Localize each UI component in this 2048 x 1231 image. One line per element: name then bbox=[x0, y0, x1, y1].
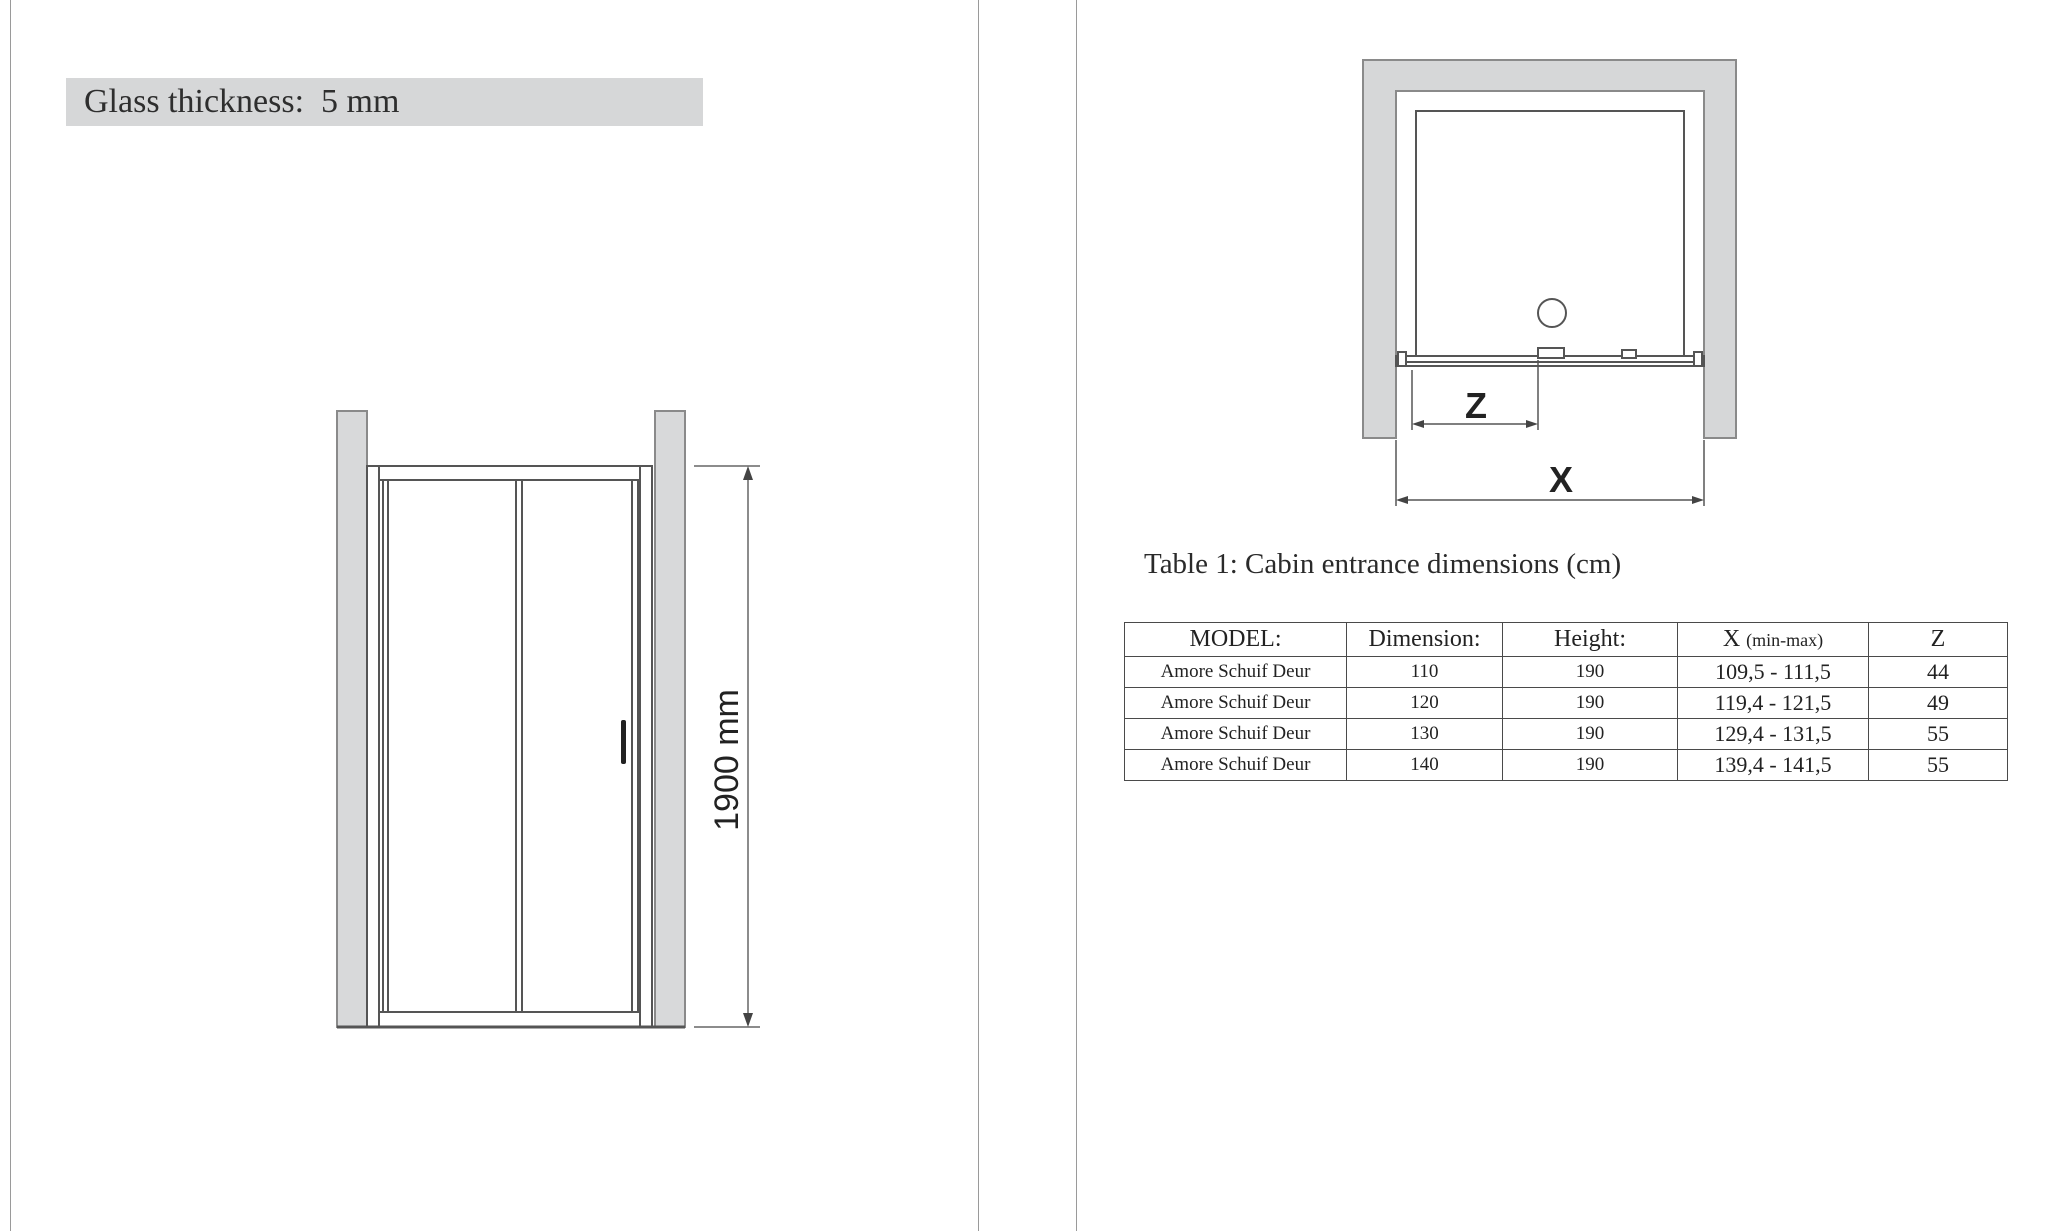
header-x-sub: (min-max) bbox=[1746, 630, 1824, 650]
door-handle bbox=[621, 720, 626, 764]
table-caption: Table 1: Cabin entrance dimensions (cm) bbox=[1144, 548, 1622, 580]
cell-dimension: 110 bbox=[1347, 657, 1503, 688]
header-x bbox=[1678, 623, 1869, 657]
cell-model: Amore Schuif Deur bbox=[1125, 750, 1347, 781]
cell-x: 119,4 - 121,5 bbox=[1678, 688, 1869, 719]
cell-model: Amore Schuif Deur bbox=[1125, 688, 1347, 719]
cell-z: 55 bbox=[1869, 719, 2008, 750]
table-row bbox=[1125, 719, 2008, 750]
cell-z: 49 bbox=[1869, 688, 2008, 719]
x-dimension-label: X bbox=[1548, 459, 1574, 500]
glass-thickness-label: Glass thickness: bbox=[84, 83, 305, 120]
right-profile bbox=[640, 466, 652, 1027]
cell-x: 139,4 - 141,5 bbox=[1678, 750, 1869, 781]
front-view-drawing bbox=[0, 0, 980, 1231]
header-height: Height: bbox=[1503, 623, 1678, 657]
cell-dimension: 130 bbox=[1347, 719, 1503, 750]
table-row bbox=[1125, 688, 2008, 719]
header-dimension: Dimension: bbox=[1347, 623, 1503, 657]
drain bbox=[1538, 299, 1566, 327]
bottom-rail bbox=[379, 1012, 640, 1027]
cell-z: 44 bbox=[1869, 657, 2008, 688]
sliding-panel bbox=[516, 480, 638, 1012]
left-profile bbox=[367, 466, 379, 1027]
dimensions-table bbox=[1124, 622, 2008, 781]
top-rail bbox=[379, 466, 640, 480]
top-view-drawing bbox=[1076, 0, 2048, 560]
fixed-panel bbox=[383, 480, 518, 1012]
left-wall bbox=[337, 411, 367, 1027]
glass-thickness-value: 5 mm bbox=[321, 83, 400, 120]
header-x-label: X bbox=[1722, 626, 1741, 652]
cell-model: Amore Schuif Deur bbox=[1125, 657, 1347, 688]
table-row bbox=[1125, 750, 2008, 781]
cell-dimension: 140 bbox=[1347, 750, 1503, 781]
cell-model: Amore Schuif Deur bbox=[1125, 719, 1347, 750]
table-row bbox=[1125, 657, 2008, 688]
cell-z: 55 bbox=[1869, 750, 2008, 781]
cell-dimension: 120 bbox=[1347, 688, 1503, 719]
cell-height: 190 bbox=[1503, 719, 1678, 750]
cell-height: 190 bbox=[1503, 750, 1678, 781]
cell-height: 190 bbox=[1503, 688, 1678, 719]
cell-x: 109,5 - 111,5 bbox=[1678, 657, 1869, 688]
header-model: MODEL: bbox=[1125, 623, 1347, 657]
cell-height: 190 bbox=[1503, 657, 1678, 688]
height-dimension-label: 1900 mm bbox=[708, 689, 746, 831]
cell-x: 129,4 - 131,5 bbox=[1678, 719, 1869, 750]
table-header-row bbox=[1125, 623, 2008, 657]
z-dimension-label: Z bbox=[1465, 385, 1487, 426]
header-z: Z bbox=[1869, 623, 2008, 657]
right-wall bbox=[655, 411, 685, 1027]
